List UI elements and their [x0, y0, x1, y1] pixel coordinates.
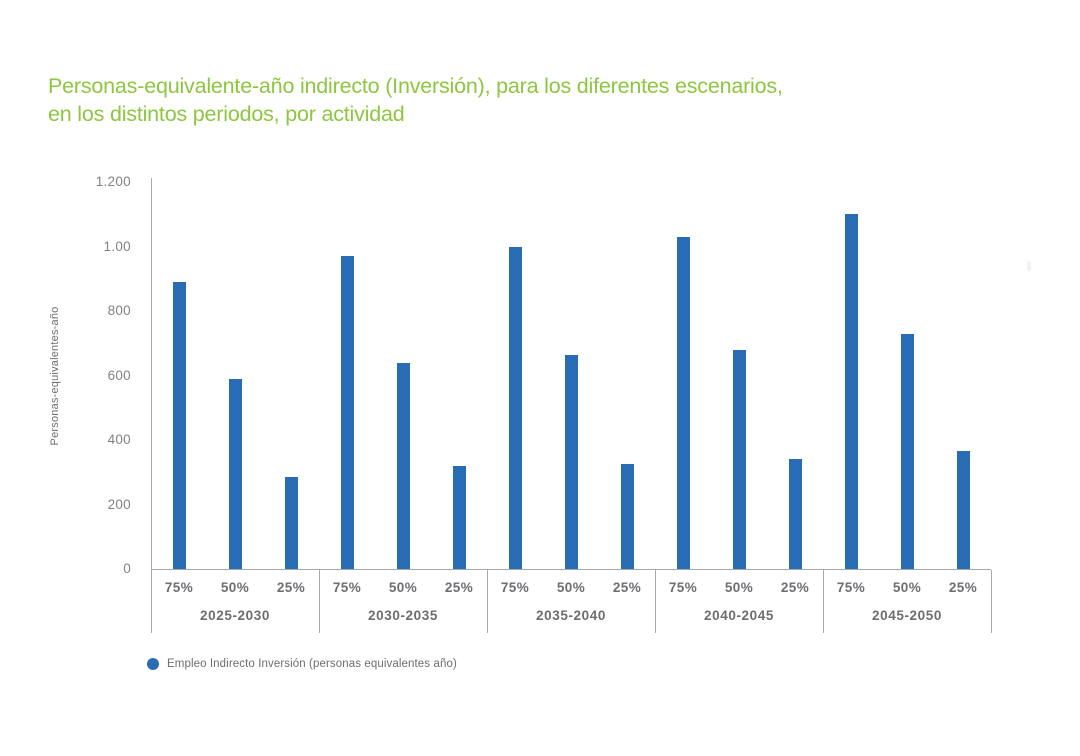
bar-2045-2050-25	[957, 451, 970, 569]
scenario-label-2045-2050-50: 50%	[892, 580, 922, 595]
y-tick-label: 800	[107, 303, 131, 318]
bar-2045-2050-75	[845, 214, 858, 569]
bar-2035-2040-50	[565, 355, 578, 569]
y-axis-title: Personas-equivalentes-año	[49, 306, 61, 446]
period-label-2030-2035: 2030-2035	[368, 608, 438, 623]
group-separator	[991, 570, 992, 633]
scenario-label-2040-2045-75: 75%	[668, 580, 698, 595]
legend-marker-icon	[147, 658, 159, 670]
scenario-label-2030-2035-25: 25%	[444, 580, 474, 595]
bar-2030-2035-75	[341, 256, 354, 569]
plot-area	[151, 182, 991, 570]
y-tick-label: 200	[107, 496, 131, 512]
period-label-2035-2040: 2035-2040	[536, 608, 606, 623]
y-tick-label: 400	[107, 432, 131, 447]
bar-2040-2045-50	[733, 350, 746, 569]
bar-2035-2040-75	[509, 247, 522, 570]
scenario-label-2045-2050-25: 25%	[948, 580, 978, 595]
scenario-label-2035-2040-50: 50%	[556, 580, 586, 595]
scenario-label-2040-2045-25: 25%	[780, 580, 810, 595]
scenario-label-2025-2030-50: 50%	[220, 580, 250, 595]
y-tick-label: 1.00	[103, 238, 131, 254]
chart-title-line1: Personas-equivalente-año indirecto (Inversión), para los diferentes escenarios,	[48, 74, 783, 98]
scenario-label-2045-2050-75: 75%	[836, 580, 866, 595]
bar-2040-2045-25	[789, 459, 802, 569]
chart-title-line2: en los distintos periodos, por actividad	[48, 102, 405, 126]
faint-artifact-mark	[1027, 261, 1031, 271]
period-label-2025-2030: 2025-2030	[200, 608, 270, 623]
bar-2025-2030-25	[285, 477, 298, 569]
legend-label: Empleo Indirecto Inversión (personas equivalentes año)	[167, 658, 457, 670]
scenario-label-2035-2040-75: 75%	[500, 580, 530, 595]
chart-title	[48, 72, 783, 128]
y-tick-label: 600	[107, 367, 131, 383]
bar-2025-2030-50	[229, 379, 242, 569]
bar-2025-2030-75	[173, 282, 186, 569]
bar-2045-2050-50	[901, 334, 914, 569]
bar-2040-2045-75	[677, 237, 690, 569]
scenario-label-2030-2035-50: 50%	[388, 580, 418, 595]
legend	[147, 658, 457, 670]
scenario-label-2025-2030-25: 25%	[276, 580, 306, 595]
scenario-label-2035-2040-25: 25%	[612, 580, 642, 595]
scenario-label-2040-2045-50: 50%	[724, 580, 754, 595]
period-label-2040-2045: 2040-2045	[704, 608, 774, 623]
bar-2035-2040-25	[621, 464, 634, 569]
bar-2030-2035-25	[453, 466, 466, 569]
y-tick-label: 0	[123, 561, 131, 576]
bar-2030-2035-50	[397, 363, 410, 569]
scenario-label-2030-2035-75: 75%	[332, 580, 362, 595]
x-axis-label-band	[151, 570, 991, 633]
scenario-label-2025-2030-75: 75%	[164, 580, 194, 595]
period-label-2045-2050: 2045-2050	[872, 608, 942, 623]
y-tick-label: 1.200	[95, 174, 131, 189]
